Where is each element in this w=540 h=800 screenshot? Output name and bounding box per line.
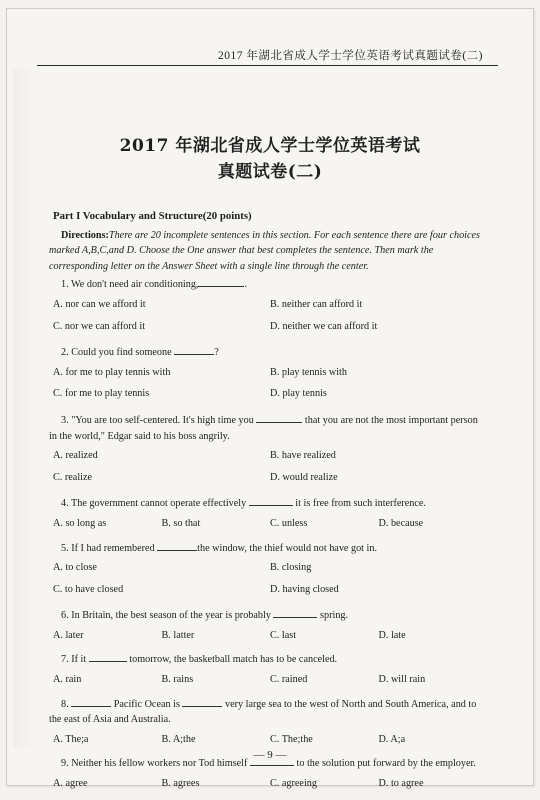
- answer-blank: [273, 607, 317, 618]
- option-b[interactable]: B. closing: [270, 562, 312, 574]
- question-4-options: [49, 516, 487, 536]
- question-2: 2. Could you find someone ?: [49, 344, 487, 361]
- option-b[interactable]: B. agrees: [161, 778, 200, 790]
- option-a[interactable]: A. for me to play tennis with: [53, 366, 171, 378]
- answer-blank: [71, 696, 111, 707]
- option-c[interactable]: C. realize: [53, 471, 93, 483]
- exam-content: [49, 209, 487, 800]
- option-c[interactable]: C. unless: [270, 517, 308, 529]
- question-6-options: [49, 628, 487, 648]
- directions: [49, 228, 487, 275]
- page-title-line1: 2017 年湖北省成人学士学位英语考试: [119, 136, 421, 156]
- option-d[interactable]: D. because: [378, 517, 424, 529]
- section-heading: Part I Vocabulary and Structure(20 points): [53, 210, 252, 222]
- option-b[interactable]: B. so that: [161, 517, 201, 529]
- option-c[interactable]: C. last: [270, 629, 297, 641]
- question-3-options: [49, 448, 487, 491]
- option-b[interactable]: B. rains: [161, 674, 194, 686]
- answer-blank: [89, 651, 127, 662]
- option-a[interactable]: A. nor can we afford it: [53, 298, 146, 310]
- option-c[interactable]: C. to have closed: [53, 583, 124, 595]
- answer-blank: [256, 412, 302, 423]
- option-d[interactable]: D. having closed: [270, 583, 339, 595]
- option-d[interactable]: D. play tennis: [270, 388, 327, 400]
- option-c[interactable]: C. agreeing: [270, 778, 317, 790]
- directions-text: There are 20 incomplete sentences in this section. For each sentence there are four choices marked A,B,C,and D. Choose the One answer that best completes the sentence. Then mark the corresponding letter on the Answer Sheet with a single line through the center.: [49, 229, 480, 272]
- option-a[interactable]: A. The;a: [53, 733, 89, 745]
- page-title-line2: 真题试卷(二): [217, 162, 323, 182]
- answer-blank: [249, 495, 293, 506]
- option-c[interactable]: C. nor we can afford it: [53, 320, 146, 332]
- option-d[interactable]: D. A;a: [378, 733, 406, 745]
- option-d[interactable]: D. late: [378, 629, 406, 641]
- option-a[interactable]: A. later: [53, 629, 84, 641]
- option-a[interactable]: A. to close: [53, 562, 97, 574]
- question-5-options: [49, 560, 487, 603]
- option-b[interactable]: B. latter: [161, 629, 195, 641]
- option-d[interactable]: D. neither we can afford it: [270, 320, 378, 332]
- question-5: 5. If I had remembered the window, the thief would not have got in.: [49, 540, 487, 557]
- question-1-options: [49, 297, 487, 340]
- question-9: 9. Neither his fellow workers nor Tod himself to the solution put forward by the employer.: [49, 755, 487, 772]
- answer-blank: [182, 696, 222, 707]
- option-c[interactable]: C. for me to play tennis: [53, 388, 150, 400]
- answer-blank: [157, 540, 197, 551]
- option-a[interactable]: A. so long as: [53, 517, 107, 529]
- running-header: 2017 年湖北省成人学士学位英语考试真题试卷(二): [217, 50, 483, 62]
- option-d[interactable]: D. to agree: [378, 778, 424, 790]
- option-b[interactable]: B. have realized: [270, 450, 336, 462]
- option-b[interactable]: B. neither can afford it: [270, 298, 363, 310]
- question-4: 4. The government cannot operate effectively it is free from such interference.: [49, 495, 487, 512]
- option-d[interactable]: D. would realize: [270, 471, 338, 483]
- option-a[interactable]: A. agree: [53, 778, 88, 790]
- document-page: [6, 8, 534, 790]
- question-3: 3. "You are too self-centered. It's high time you that you are not the most important person in the world," Edgar said to his boss angrily.: [49, 412, 487, 444]
- option-b[interactable]: B. play tennis with: [270, 366, 347, 378]
- option-a[interactable]: A. rain: [53, 674, 82, 686]
- option-a[interactable]: A. realized: [53, 450, 98, 462]
- question-7-options: [49, 672, 487, 692]
- option-c[interactable]: C. rained: [270, 674, 308, 686]
- answer-blank: [174, 344, 214, 355]
- option-b[interactable]: B. A;the: [161, 733, 196, 745]
- question-8: 8. Pacific Ocean is very large sea to the west of North and South America, and to the east of Asia and Australia.: [49, 696, 487, 728]
- directions-label: Directions:: [61, 229, 109, 241]
- question-1: 1. We don't need air conditioning, .: [49, 276, 487, 293]
- option-c[interactable]: C. The;the: [270, 733, 313, 745]
- question-7: 7. If it tomorrow, the basketball match has to be canceled.: [49, 651, 487, 668]
- question-9-options: [49, 776, 487, 796]
- answer-blank: [198, 276, 244, 287]
- header-rule: [37, 65, 498, 66]
- page-number: — 9 —: [253, 749, 287, 761]
- option-d[interactable]: D. will rain: [378, 674, 426, 686]
- question-2-options: [49, 365, 487, 408]
- question-6: 6. In Britain, the best season of the year is probably spring.: [49, 607, 487, 624]
